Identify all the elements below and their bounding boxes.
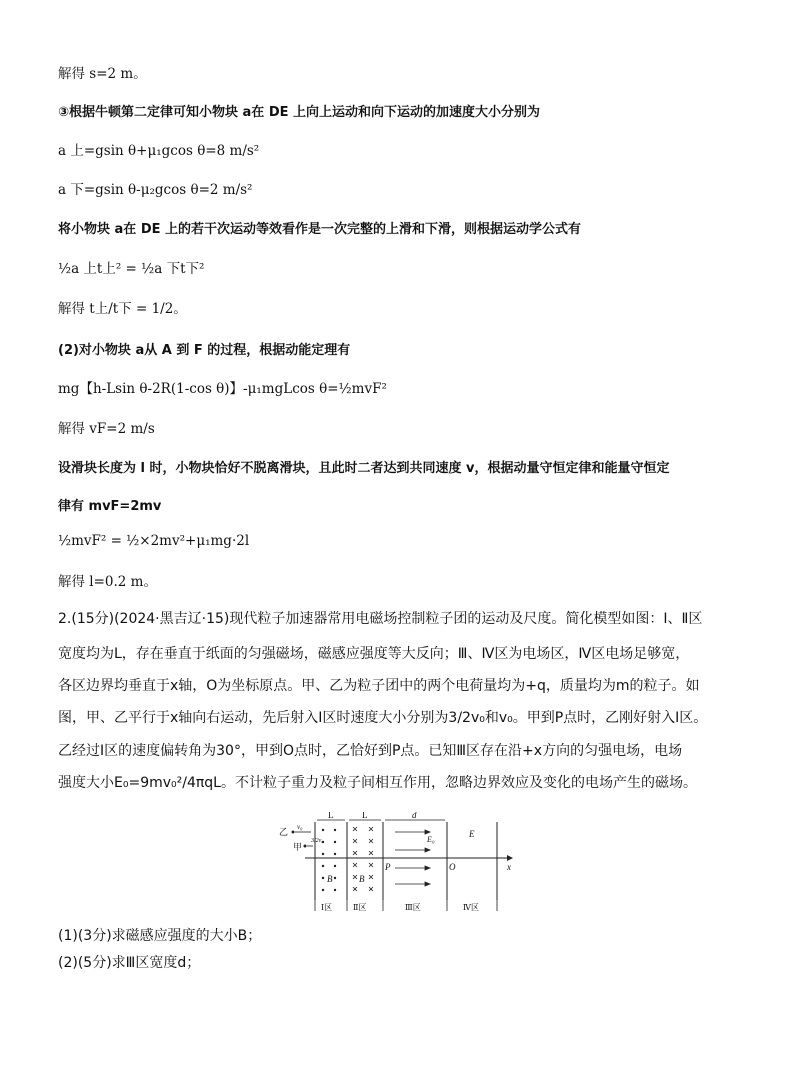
particle-jia	[304, 845, 307, 848]
label-E: E	[469, 829, 475, 839]
label-B1: B	[327, 874, 333, 884]
subquestion-1: (1)(3分)求磁感应强度的大小B；	[58, 928, 262, 944]
particle-yi	[292, 831, 295, 834]
label-jia: 甲	[293, 842, 303, 852]
formula-line: a 下=gsin θ-μ₂gcos θ=2 m/s²	[58, 182, 253, 198]
solution-line: 律有 mvF=2mv	[58, 499, 162, 514]
label-E0: E₀	[427, 835, 435, 844]
solution-line: 解得 s=2 m。	[58, 66, 147, 82]
label-O: O	[449, 862, 456, 872]
formula-line: a 上=gsin θ+μ₁gcos θ=8 m/s²	[58, 143, 260, 159]
label-x: x	[507, 862, 511, 872]
zone-label-2: Ⅱ区	[353, 903, 367, 912]
zone-label-1: Ⅰ区	[321, 903, 333, 912]
label-v0: v₀	[297, 823, 303, 831]
question-line: 乙经过Ⅰ区的速度偏转角为30°，甲到O点时，乙恰好到P点。已知Ⅲ区存在沿+x方向的匀强电场，电场	[58, 743, 683, 759]
solution-line: 解得 l=0.2 m。	[58, 574, 157, 590]
label-d: d	[412, 812, 417, 820]
zone-label-4: Ⅳ区	[463, 903, 479, 912]
label-v32: 3/2v₀	[311, 838, 324, 844]
formula-line: mg【h-Lsin θ-2R(1-cos θ)】-μ₁mgLcos θ=½mvF²	[58, 381, 387, 397]
label-P: P	[385, 862, 391, 872]
question-line: 2.(15分)(2024·黑吉辽·15)现代粒子加速器常用电磁场控制粒子团的运动及尺度。简化模型如图：Ⅰ、Ⅱ区	[58, 611, 703, 627]
field-region-diagram	[275, 812, 535, 914]
subquestion-2: (2)(5分)求Ⅲ区宽度d；	[58, 955, 201, 971]
question-line: 强度大小E₀=9mv₀²/4πqL。不计粒子重力及粒子间相互作用，忽略边界效应及变化的电场产生的磁场。	[58, 775, 697, 791]
label-L2: L	[362, 812, 368, 820]
label-L1: L	[328, 812, 334, 820]
question-line: 各区边界均垂直于x轴，O为坐标原点。甲、乙为粒子团中的两个电荷量均为+q，质量均为m的粒子。如	[58, 678, 700, 694]
solution-line: 解得 vF=2 m/s	[58, 421, 155, 437]
question-line: 宽度均为L，存在垂直于纸面的匀强磁场，磁感应强度等大反向；Ⅲ、Ⅳ区为电场区，Ⅳ区电场足够宽，	[58, 646, 690, 662]
formula-line: ½mvF² = ½×2mv²+μ₁mg·2l	[58, 533, 250, 549]
solution-line: 将小物块 a在 DE 上的若干次运动等效看作是一次完整的上滑和下滑，则根据运动学公式有	[58, 222, 582, 237]
formula-line: ½a 上t上² = ½a 下t下²	[58, 261, 205, 277]
x-axis-arrow-icon	[507, 855, 513, 861]
solution-line: 解得 t上/t下 = 1/2。	[58, 301, 187, 317]
question-line: 图，甲、乙平行于x轴向右运动，先后射入Ⅰ区时速度大小分别为3/2v₀和v₀。甲到P点时，乙刚好射入Ⅰ区。	[58, 710, 708, 726]
label-B2: B	[359, 874, 365, 884]
solution-line: ③根据牛顿第二定律可知小物块 a在 DE 上向上运动和向下运动的加速度大小分别为	[58, 105, 541, 120]
solution-line: 设滑块长度为 l 时，小物块恰好不脱离滑块，且此时二者达到共同速度 v，根据动量守恒定律和能量守恒定	[58, 461, 670, 476]
solution-line: (2)对小物块 a从 A 到 F 的过程，根据动能定理有	[58, 343, 351, 358]
zone-label-3: Ⅲ区	[405, 903, 421, 912]
label-yi: 乙	[279, 827, 289, 837]
